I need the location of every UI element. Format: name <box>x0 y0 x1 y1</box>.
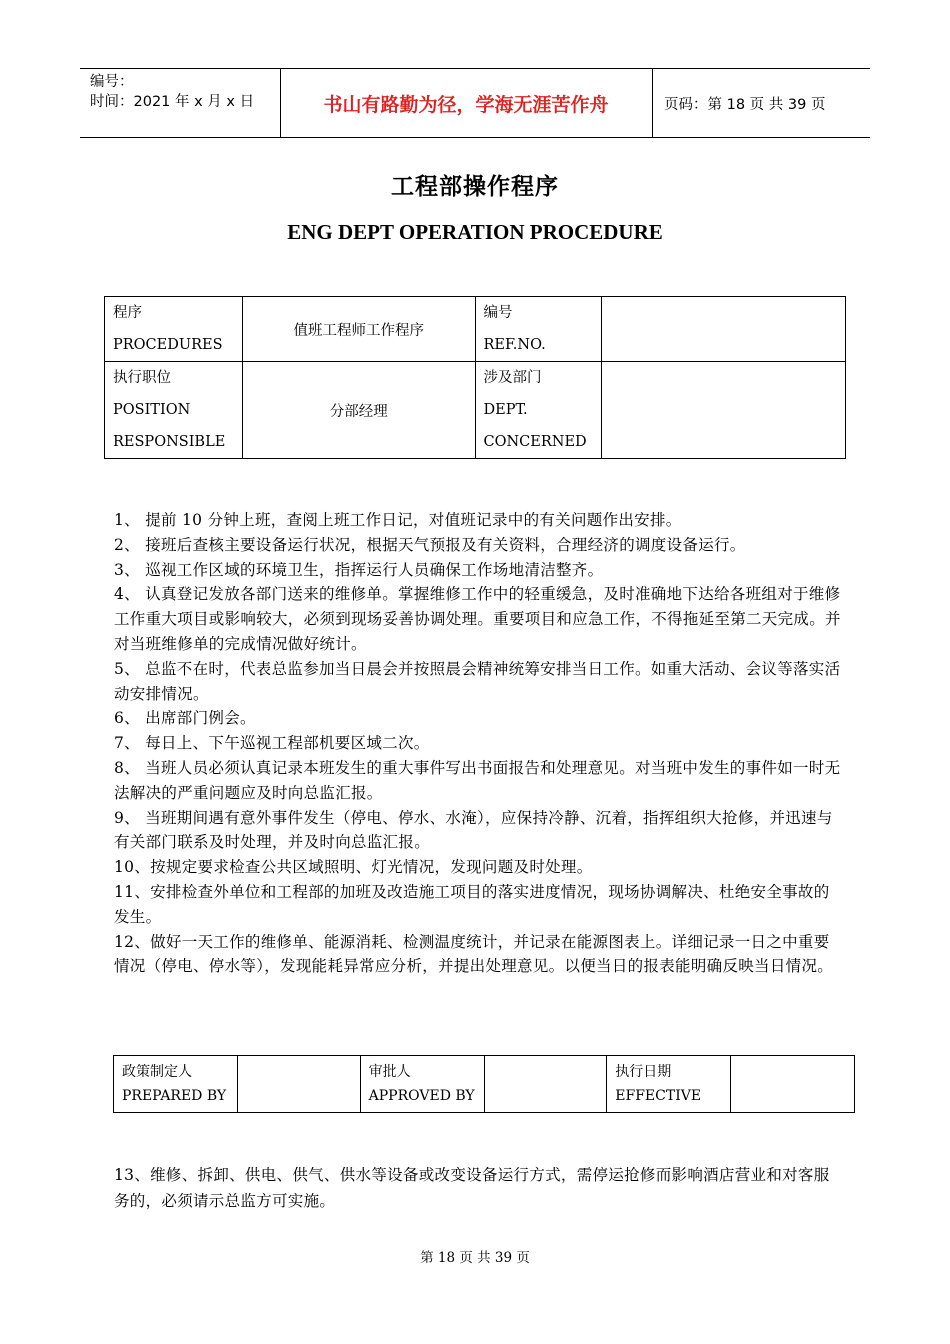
list-item: 3、 巡视工作区域的环境卫生，指挥运行人员确保工作场地清洁整齐。 <box>114 560 604 579</box>
list-item: 6、 出席部门例会。 <box>114 709 256 728</box>
procedure-steps <box>114 508 844 979</box>
list-item: 11、安排检查外单位和工程部的加班及改造施工项目的落实进度情况，现场协调解决、杜绝安全事故的发生。 <box>114 882 830 926</box>
position-label-en: RESPONSIBLE <box>113 434 226 450</box>
effective-label-cn: 执行日期 <box>615 1064 672 1080</box>
page-footer: 第 18 页 共 39 页 <box>420 1250 530 1266</box>
procedure-steps-continued <box>114 1162 844 1214</box>
position-label-en: POSITION <box>113 402 191 418</box>
list-item: 12、做好一天工作的维修单、能源消耗、检测温度统计，并记录在能源图表上。详细记录一日之中重要情况（停电、停水等），发现能耗异常应分析，并提出处理意见。以便当日的报表能明确反映当日情况。 <box>114 932 834 976</box>
procedure-label-cn: 程序 <box>113 305 142 321</box>
position-label-cell <box>105 362 243 459</box>
list-item: 5、 总监不在时，代表总监参加当日晨会并按照晨会精神统筹安排当日工作。如重大活动、会议等落实活动安排情况。 <box>114 659 841 703</box>
ref-value <box>602 297 846 362</box>
header-meta <box>90 72 280 112</box>
procedure-label-cell <box>105 297 243 362</box>
procedure-label-en: PROCEDURES <box>113 337 223 353</box>
list-item: 4、 认真登记发放各部门送来的维修单。掌握维修工作中的轻重缓急，及时准确地下达给各班组对于维修工作重大项目或影响较大，必须到现场妥善协调处理。重要项目和应急工作，不得拖延至第二天完成。并对当班维修单的完成情况做好统计。 <box>114 585 841 653</box>
number-label: 编号： <box>90 74 134 90</box>
header-divider <box>652 69 653 137</box>
dept-label-cell <box>475 362 602 459</box>
table-row <box>114 1056 855 1113</box>
ref-label-cn: 编号 <box>483 305 513 321</box>
list-item: 1、 提前 10 分钟上班，查阅上班工作日记，对值班记录中的有关问题作出安排。 <box>114 511 682 529</box>
position-value: 分部经理 <box>242 362 475 459</box>
prepared-by-value <box>237 1056 360 1113</box>
approval-table <box>113 1055 855 1113</box>
dept-label-en: DEPT. <box>483 402 528 418</box>
procedure-info-table <box>104 296 846 459</box>
header-page-info: 页码：第 18 页 共 39 页 <box>664 96 826 113</box>
title-english: ENG DEPT OPERATION PROCEDURE <box>287 220 663 244</box>
table-row <box>105 362 846 459</box>
approved-by-value <box>484 1056 607 1113</box>
list-item: 2、 接班后查核主要设备运行状况，根据天气预报及有关资料，合理经济的调度设备运行。 <box>114 535 746 554</box>
approved-by-label <box>360 1056 484 1113</box>
list-item: 10、按规定要求检查公共区域照明、灯光情况，发现问题及时处理。 <box>114 858 593 877</box>
dept-label-en: CONCERNED <box>483 434 587 450</box>
dept-value <box>602 362 846 459</box>
procedure-value: 值班工程师工作程序 <box>242 297 475 362</box>
header-motto: 书山有路勤为径，学海无涯苦作舟 <box>323 93 609 116</box>
prepared-by-label-cn: 政策制定人 <box>122 1064 192 1080</box>
approved-by-label-en: APPROVED BY <box>368 1088 475 1104</box>
dept-label-cn: 涉及部门 <box>483 370 542 386</box>
list-item: 9、 当班期间遇有意外事件发生（停电、停水、水淹），应保持冷静、沉着，指挥组织大抢修，并迅速与有关部门联系及时处理，并及时向总监汇报。 <box>114 808 833 852</box>
list-item: 7、 每日上、下午巡视工程部机要区域二次。 <box>114 734 430 753</box>
effective-value <box>731 1056 855 1113</box>
title-chinese: 工程部操作程序 <box>391 174 559 200</box>
list-item: 8、 当班人员必须认真记录本班发生的重大事件写出书面报告和处理意见。对当班中发生的事件如一时无法解决的严重问题应及时向总监汇报。 <box>114 758 841 802</box>
page-header <box>80 68 870 138</box>
time-label: 时间：2021 年 x 月 x 日 <box>90 94 255 110</box>
position-label-cn: 执行职位 <box>113 370 171 386</box>
table-row <box>105 297 846 362</box>
effective-label <box>607 1056 731 1113</box>
approved-by-label-cn: 审批人 <box>368 1064 411 1080</box>
ref-label-cell <box>475 297 602 362</box>
effective-label-en: EFFECTIVE <box>615 1088 702 1104</box>
list-item: 13、维修、拆卸、供电、供气、供水等设备或改变设备运行方式，需停运抢修而影响酒店营业和对客服务的，必须请示总监方可实施。 <box>114 1166 830 1210</box>
ref-label-en: REF.NO. <box>483 337 546 353</box>
prepared-by-label-en: PREPARED BY <box>122 1088 227 1104</box>
prepared-by-label <box>114 1056 238 1113</box>
